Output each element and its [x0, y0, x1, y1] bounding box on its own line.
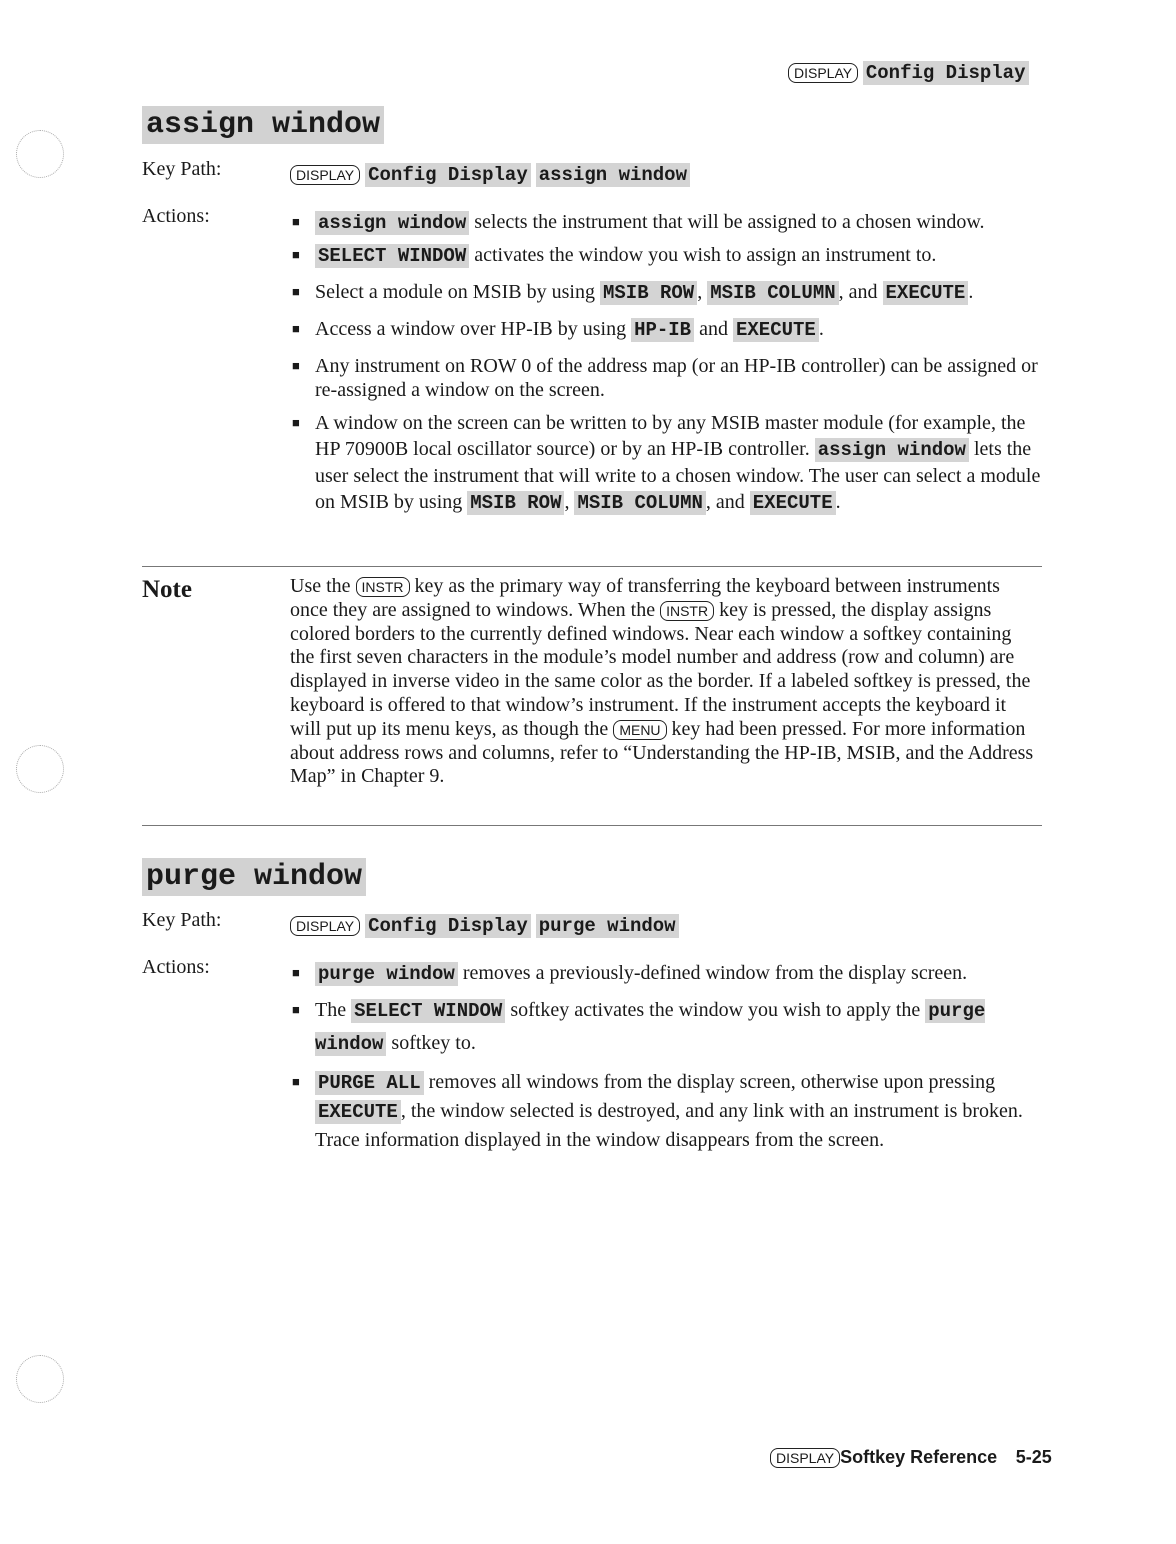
page-number: 5-25	[1015, 1447, 1052, 1467]
config-display-softkey[interactable]: Config Display	[365, 163, 531, 187]
section-title-assign-window: assign window	[142, 106, 384, 144]
list-item	[290, 280, 1050, 305]
footer-section: Softkey Reference	[840, 1447, 998, 1467]
note-body	[290, 575, 1040, 789]
msib-column-softkey[interactable]: MSIB COLUMN	[707, 281, 838, 305]
note-text: key as the primary way of transferring the keyboard between instruments once they are assigned to windows. When the	[290, 575, 1000, 621]
menu-hardkey[interactable]: MENU	[613, 720, 666, 740]
list-item	[290, 1068, 1050, 1154]
running-header	[788, 62, 1029, 84]
execute-softkey[interactable]: EXECUTE	[315, 1100, 401, 1124]
display-hardkey[interactable]: DISPLAY	[290, 165, 360, 185]
bullet-text: activates the window you wish to assign an instrument to.	[474, 244, 937, 266]
bullet-text: removes all windows from the display screen, otherwise upon pressing	[428, 1071, 996, 1093]
list-item	[290, 243, 1050, 268]
bullet-text: Any instrument on ROW 0 of the address map (or an HP-IB controller) can be assigned or re-assigned a window on the screen.	[315, 355, 1038, 401]
bullet-text: Access a window over HP-IB by using	[315, 318, 627, 340]
assign-window-softkey[interactable]: assign window	[536, 163, 690, 187]
key-path-label: Key Path:	[142, 158, 222, 180]
bullet-text: The	[315, 999, 347, 1021]
page-footer	[770, 1447, 1052, 1468]
separator: ,	[564, 491, 570, 513]
period: .	[818, 318, 824, 340]
assign-window-softkey[interactable]: assign window	[815, 438, 969, 462]
period: .	[968, 281, 974, 303]
display-hardkey[interactable]: DISPLAY	[290, 916, 360, 936]
note-text: key is pressed, the display assigns colored borders to the currently defined windows. Near each window a softkey containing the first seven characters in the module’s model number and address (row and column) are displayed in inverse video in the same color as the border. If a labeled softkey is pressed, the keyboard is offered to that window’s instrument. If the instrument accepts the keyboard it will put up its menu keys, as though the	[290, 598, 1031, 740]
bullet-text: , and	[838, 281, 878, 303]
purge-all-softkey[interactable]: PURGE ALL	[315, 1071, 424, 1095]
list-item	[290, 994, 1050, 1060]
list-item	[290, 210, 1050, 235]
instr-hardkey[interactable]: INSTR	[356, 577, 410, 597]
section-title-purge-window: purge window	[142, 858, 366, 896]
display-hardkey[interactable]: DISPLAY	[770, 1448, 840, 1468]
binder-hole-bottom	[16, 1355, 64, 1403]
key-path-label: Key Path:	[142, 909, 222, 931]
purge-window-softkey[interactable]: purge window	[536, 914, 679, 938]
purge-window-softkey[interactable]: purge window	[315, 962, 458, 986]
execute-softkey[interactable]: EXECUTE	[883, 281, 969, 305]
list-item	[290, 317, 1050, 342]
msib-row-softkey[interactable]: MSIB ROW	[600, 281, 697, 305]
select-window-softkey[interactable]: SELECT WINDOW	[315, 244, 469, 268]
instr-hardkey[interactable]: INSTR	[660, 601, 714, 621]
bullet-text: selects the instrument that will be assigned to a chosen window.	[474, 211, 985, 233]
execute-softkey[interactable]: EXECUTE	[750, 491, 836, 515]
list-item	[290, 354, 1050, 402]
config-display-softkey[interactable]: Config Display	[365, 914, 531, 938]
bullet-text: and	[699, 318, 728, 340]
bullet-text: removes a previously-defined window from the display screen.	[462, 962, 968, 984]
execute-softkey[interactable]: EXECUTE	[733, 318, 819, 342]
bullet-text: A window on the screen can be written to by any MSIB master module (for example, the HP 70900B local oscillator source) or by an HP-IB controller.	[315, 412, 1026, 460]
binder-hole-middle	[16, 745, 64, 793]
note-text: key had been pressed. For more information about address rows and columns, refer to “Understanding the HP-IB, MSIB, and the Address Map” in Chapter 9.	[290, 717, 1034, 788]
list-item	[290, 410, 1050, 516]
purge-actions-list	[290, 961, 1050, 1162]
purge-window-softkey[interactable]: purge window	[315, 1000, 986, 1055]
note-bottom-rule	[142, 825, 1042, 826]
assign-window-softkey[interactable]: assign window	[315, 211, 469, 235]
key-path-purge	[290, 914, 679, 937]
binder-hole-top	[16, 130, 64, 178]
hp-ib-softkey[interactable]: HP-IB	[631, 318, 694, 342]
separator: ,	[697, 281, 703, 303]
msib-column-softkey[interactable]: MSIB COLUMN	[574, 491, 705, 515]
display-hardkey[interactable]: DISPLAY	[788, 63, 858, 83]
bullet-text: Select a module on MSIB by using	[315, 281, 595, 303]
bullet-text: softkey activates the window you wish to apply the	[510, 999, 921, 1021]
select-window-softkey[interactable]: SELECT WINDOW	[351, 999, 505, 1023]
msib-row-softkey[interactable]: MSIB ROW	[467, 491, 564, 515]
bullet-text: softkey to.	[391, 1032, 476, 1054]
actions-label: Actions:	[142, 205, 210, 227]
actions-label: Actions:	[142, 956, 210, 978]
bullet-text: lets the user select the instrument that will write to a chosen window. The user can select a module on MSIB by using	[315, 438, 1041, 513]
assign-actions-list	[290, 210, 1050, 524]
key-path-assign	[290, 163, 690, 186]
note-top-rule	[142, 566, 1042, 567]
period: .	[835, 491, 841, 513]
bullet-text: , and	[705, 491, 745, 513]
list-item	[290, 961, 1050, 986]
bullet-text: , the window selected is destroyed, and any link with an instrument is broken. Trace information displayed in the window disappears from the screen.	[315, 1100, 1023, 1151]
config-display-softkey[interactable]: Config Display	[863, 61, 1029, 85]
note-text: Use the	[290, 575, 351, 597]
note-label: Note	[142, 576, 192, 603]
